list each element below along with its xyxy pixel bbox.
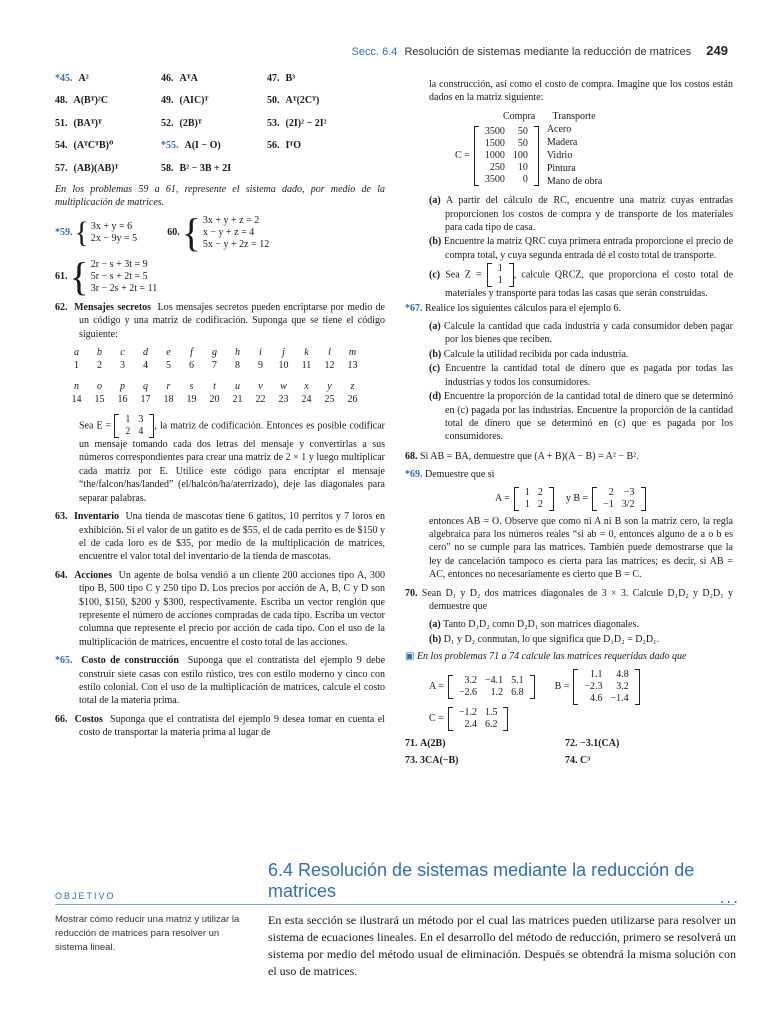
code-letter: g — [212, 347, 217, 359]
matrix-cell: −3 — [623, 486, 635, 498]
exercise-item: 50. Aᵀ(2Cᵀ) — [267, 95, 320, 107]
matrix-cell: 4.8 — [616, 668, 629, 680]
matrix-cell: 3.2 — [464, 674, 477, 686]
problem-65: *65. Costo de construcción Suponga que el contratista del ejemplo 9 debe construir siete casas con estilo rústico, tres con estilo moderno y cinco con estilo colonial. Con el uso de la multiplicación de matrices, calcule el costo total de la materia prima. — [55, 655, 386, 707]
code-letter: v — [258, 381, 263, 393]
exercise-item — [267, 162, 373, 175]
matrix-cell: −2.6 — [458, 686, 477, 698]
matrix-cell: 1000 — [484, 149, 505, 161]
code-number: 12 — [324, 360, 335, 372]
section-intro: En esta sección se ilustrará un método por el cual las matrices pueden utilizarse para resolver un sistema de ecuaciones lineales. En el desarrollo del método de reducción, primero se resolverá un sistema por medio del método usual de eliminación. Después se obtendrá la misma solución con el uso de matrices. — [268, 913, 736, 978]
left-column — [55, 72, 385, 745]
problem-69-matrices: A = 1 2 1 2 y B = 2 −3 −1 3/2 — [495, 487, 733, 511]
section-heading: 6.4 Resolución de sistemas mediante la reducción de matrices — [268, 860, 695, 901]
matrix-cell: 3 — [138, 414, 144, 426]
matrix-cell: 2.4 — [464, 718, 477, 730]
code-letter: n — [74, 381, 79, 393]
problem-66c: (c) Sea Z = 1 1 , calcule QRCZ, que proporciona el costo total de materiales y transporte para todas las casas que serán construidas. — [429, 263, 734, 300]
matrix-A69 — [514, 487, 554, 511]
problem-70-items — [429, 618, 733, 646]
code-letter: x — [304, 381, 309, 393]
matrix-cell: 4.6 — [590, 692, 603, 704]
matrix-cell: −1.4 — [610, 692, 629, 704]
code-number: 1 — [74, 360, 79, 372]
matrix-cell: 2 — [608, 486, 614, 498]
code-letter: s — [189, 381, 194, 393]
problem-64: 64. Acciones Un agente de bolsa vendió a un cliente 200 acciones tipo A, 300 tipo B, 500 tipo C y 250 tipo D. Los precios por acción de A, B, C y D son $100, $150, $200 y $300, respectivamente. Escriba un vector renglón que represente el número de acciones compradas de cada tipo. Escriba un vector columna que represente el precio por acción de cada tipo. Con el uso de la multiplicación de matrices, encuentre el costo total de las acciones. — [55, 569, 386, 648]
code-letter: h — [235, 347, 240, 359]
matrix-cell: 2 — [125, 426, 131, 438]
code-letter: q — [143, 381, 148, 393]
problem-66-cont: la construcción, así como el costo de compra. Imagine que los costos están dados en la matriz siguiente: — [429, 79, 733, 104]
matrix-cell: 3/2 — [621, 498, 635, 510]
code-letter: z — [350, 381, 355, 393]
exercise-item: 57. (AB)(AB)ᵀ — [55, 162, 119, 174]
problem-70: 70. Sean D₁ y D₂ dos matrices diagonales de 3 × 3. Calcule D₁D₂ y D₂D₁ y demuestre que — [405, 587, 733, 612]
problem-67: *67. Realice los siguientes cálculos para el ejemplo 6. — [405, 302, 622, 314]
matrix-cell: 1 — [497, 263, 503, 275]
matrix-C-block: Compra Transporte C = 3500 50 1500 50 1000 100 250 10 3500 0 Acero Madera Vidrio Pintura Mano de obra — [455, 110, 603, 188]
matrix-cell: −2.3 — [584, 680, 603, 692]
matrix-cell: 3500 — [484, 173, 505, 185]
code-number: 15 — [94, 394, 105, 406]
sub-item: (c) Encuentre la cantidad total de dinero que es pagada por todas las industrias y todos los consumidores. — [429, 363, 733, 388]
exercise-item: 49. (AIC)ᵀ — [161, 95, 209, 107]
matrix-cell: 50 — [517, 125, 528, 137]
matrix-row-label: Madera — [546, 137, 578, 149]
problem-62-cont: Sea E = 1 3 2 4 , la matriz de codificación. Entonces es posible codificar un mensaje tomando cada dos letras del mensaje y convertirlas a sus números correspondientes para crear una matriz de 2 × 1 y luego multiplicar cada matriz por E. Utilice este código para encriptar el mensaje “the/falcon/has/landed” (el/halcón/ha/aterrizado), deje las diagonales para separar palabras. — [79, 414, 386, 504]
code-number: 26 — [347, 394, 358, 406]
system-61-rows: 2r − s + 3t = 9 5r − s + 2t = 5 3r − 2s + 2t = 11 — [90, 258, 158, 294]
code-number: 4 — [143, 360, 148, 372]
matrix-cell: 1 — [497, 275, 503, 287]
code-number: 17 — [140, 394, 151, 406]
code-number: 16 — [117, 394, 128, 406]
problems-71-74: 71. A(2B) 72. −3.1(CA) 73. 3CA(−B) 74. C³ — [405, 737, 620, 766]
matrix-cell: 1.2 — [490, 686, 504, 698]
exercise-item: *45. A² — [55, 73, 89, 84]
code-letter: f — [190, 347, 193, 359]
exercise-item: 46. AᵀA — [161, 73, 198, 84]
sub-item: (b) Calcule la utilidad recibida por cada industria. — [429, 348, 629, 360]
systems-59-60 — [55, 209, 385, 255]
sub-item: (a) Tanto D₁D₂ como D₂D₁ son matrices diagonales. — [429, 619, 639, 631]
code-number: 24 — [301, 394, 312, 406]
problems-71-74-intro: ▣ En los problemas 71 a 74 calcule las matrices requeridas dado que — [405, 651, 687, 663]
matrix-cell: 2 — [537, 486, 543, 498]
problem-68: 68. Si AB = BA, demuestre que (A + B)(A − B) = A² − B². — [405, 450, 639, 462]
code-table-2 — [65, 380, 385, 406]
code-letter: m — [348, 347, 357, 359]
matrix-cell: 3.2 — [616, 680, 629, 692]
matrix-row-label: Vidrio — [546, 150, 573, 162]
sub-item: (a) Calcule la cantidad que cada industria y cada consumidor deben pagar por los bienes que reciben. — [429, 321, 733, 346]
system-59-rows: 3x + y = 6 2x − 9y = 5 — [90, 220, 138, 244]
matrix-cell: 10 — [517, 161, 528, 173]
problem-67-items — [429, 320, 733, 444]
code-letter: j — [282, 347, 285, 359]
matrix-cell: 1 — [125, 414, 131, 426]
code-letter: w — [280, 381, 287, 393]
system-60-rows: 3x + y + z = 2 x − y + z = 4 5x − y + 2z = 12 — [202, 214, 270, 250]
header-title: Resolución de sistemas mediante la reducción de matrices — [404, 46, 692, 58]
dots-ornament: • • • — [720, 898, 738, 907]
code-letter: u — [235, 381, 240, 393]
matrix-cell: 6.8 — [511, 686, 524, 698]
problem-66a: (a) A partir del cálculo de RC, encuentre una matriz cuyas entradas proporcionen los costos de compra y de transporte de los materiales para cada tipo de casa. — [429, 195, 733, 234]
code-number: 11 — [301, 360, 312, 372]
problem-69-cont: entonces AB = O. Observe que como ni A ni B son la matriz cero, la regla algebraica para los números reales “si ab = 0, entonces alguno de a o b es cero” no se cumple para las matrices. También puede demostrarse que la ley de cancelación tampoco es cierta para las matrices; es decir, si AB = AC, entonces no necesariamente es cierto que B = C. — [429, 515, 733, 581]
problem-62: 62. Mensajes secretos Los mensajes secretos pueden encriptarse por medio de un código y una matriz de codificación. Suponga que se tiene el código siguiente: — [55, 301, 385, 340]
system-61: 61. { 2r − s + 3t = 9 5r − s + 2t = 5 3r − 2s + 2t = 11 — [55, 253, 158, 299]
exercise-item: 47. B³ — [267, 73, 296, 84]
page-header — [352, 44, 728, 59]
matrix-row-label: Pintura — [546, 163, 576, 175]
code-number: 20 — [209, 394, 220, 406]
matrix-cell: 5.1 — [511, 674, 524, 686]
matrices-71-74: A = 3.2 −4.1 5.1 −2.6 1.2 6.8 B = 1.1 4.8 −2.3 3.2 4.6 −1.4 — [429, 669, 733, 705]
matrix-cell: 1.1 — [590, 668, 603, 680]
code-number: 18 — [163, 394, 174, 406]
matrix-row-label: Acero — [546, 124, 572, 136]
matrix-B — [573, 669, 639, 705]
right-column: la construcción, así como el costo de compra. Imagine que los costos están dados en la matriz siguiente: Compra Transporte C = 3500 50 1500 50 1000 100 250 10 3500 0 Acero Madera Vidrio Pintura Mano de obra (a) A partir del cálculo de RC, encuentre una matriz cuyas entradas proporcionen los costos de compra y de transporte de los materiales para cada tipo de casa. (b) Encuentre la matriz QRC cuya primera entrada proporcione el precio de compra total, y cuya segunda entrada dé el costo total de transporte. (c) Sea Z = 1 1 , calcule QRCZ, que proporciona el costo total de materiales y transporte para todas las casas que serán construidas. *67. Realice los siguientes cálculos para el ejemplo 6. (a) Calcule la cantidad que cada industria y cada consumidor deben pagar por los bienes que reciben. (b) Calcule la utilidad recibida por cada industria. (c) Encuentre la cantidad total de dinero que es pagada por todas las industrias y todos los consumidores. (d) Encuentre la proporción de la cantidad total de dinero que se determinó en (c) pagada por las industrias. Encuentre la proporción de la cantidad total de dinero que se determinó en (c) que es pagada por los consumidores. 68. Si AB = BA, demuestre que (A + B)(A − B) = A² − B². *69. Demuestre que si A = 1 2 1 2 y B = 2 −3 −1 3/2 entonces AB = O. Observe que como ni A ni B son la matriz cero, la regla algebraica para los números reales “si ab = 0, entonces alguno de a o b es cero” no se cumple para las matrices. También puede demostrarse que la ley de cancelación tampoco es cierta para las matrices; es decir, si AB = AC, entonces no necesariamente es cierto que B = C. 70. Sean D₁ y D₂ dos matrices diagonales de 3 × 3. Calcule D₁D₂ y D₂D₁ y demuestre que (a) Tanto D₁D₂ como D₂D₁ son matrices diagonales. (b) D₁ y D₂ conmutan, lo que significa que D₁D₂ = D₂D₁. ▣ En los problemas 71 a 74 calcule las matrices requeridas dado que A = 3.2 −4.1 5.1 −2.6 1.2 6.8 B = 1.1 4.8 −2.3 3.2 4.6 −1.4 C = −1.2 1.5 2.4 6.2 71. A(2B) 72. −3.1(CA) 73. 3CA(−B) 74. C³ — [405, 79, 734, 766]
code-number: 8 — [235, 360, 240, 372]
matrix-cell: −4.1 — [484, 674, 504, 686]
matrix-cell: 1 — [524, 486, 530, 498]
exercise-item: 48. A(Bᵀ)²C — [55, 95, 109, 107]
exercise-item: 56. IᵀO — [267, 140, 302, 152]
code-letter: l — [328, 347, 331, 359]
matrix-Z — [487, 263, 514, 287]
page-number: 249 — [706, 43, 728, 58]
code-letter: o — [97, 381, 102, 393]
objective-text: Mostrar cómo reducir una matriz y utilizar la reducción de matrices para resolver un sistema lineal. — [55, 914, 240, 953]
code-number: 19 — [186, 394, 197, 406]
matrix-cell: 1 — [524, 498, 530, 510]
exercise-grid — [55, 72, 385, 175]
code-number: 10 — [278, 360, 289, 372]
code-number: 5 — [166, 360, 171, 372]
objective-label: OBJETIVO — [55, 891, 116, 901]
code-letter: a — [74, 347, 79, 359]
matrix-cell: 100 — [512, 149, 528, 161]
exercise-item: 52. (2B)ᵀ — [161, 117, 202, 129]
code-number: 21 — [232, 394, 243, 406]
section-ref: Secc. 6.4 — [351, 46, 398, 58]
exercise-item: 58. B² − 3B + 2I — [161, 162, 232, 174]
matrix-row-label: Mano de obra — [546, 176, 603, 188]
matrix-C-rowlabels — [547, 123, 603, 188]
matrix-cell: 4 — [138, 426, 144, 438]
matrix-C2 — [448, 707, 509, 731]
matrix-cell: 1.5 — [484, 706, 498, 718]
matrix-cell: 0 — [522, 173, 528, 185]
calculator-icon: ▣ — [405, 651, 415, 663]
code-letter: d — [143, 347, 148, 359]
matrix-B69 — [592, 487, 645, 511]
code-letter: i — [259, 347, 262, 359]
matrix-cell: −1.2 — [458, 706, 477, 718]
code-letter: c — [120, 347, 125, 359]
problem-69: *69. Demuestre que si — [405, 469, 495, 481]
code-number: 2 — [97, 360, 102, 372]
sub-item: (d) Encuentre la proporción de la cantidad total de dinero que se determinó en (c) pagada por las industrias. Encuentre la proporción de la cantidad total de dinero que se determinó en (c) que es pagada por los consumidores. — [429, 391, 733, 443]
matrix-cell: −1 — [603, 498, 614, 510]
code-letter: t — [213, 381, 216, 393]
code-letter: k — [304, 347, 309, 359]
sub-item: (b) D₁ y D₂ conmutan, lo que significa que D₁D₂ = D₂D₁. — [429, 633, 660, 645]
code-number: 13 — [347, 360, 358, 372]
exercise-item: *55. A(I − O) — [161, 140, 221, 152]
system-60: 60. { 3x + y + z = 2 x − y + z = 4 5x − y + 2z = 12 — [167, 209, 270, 255]
code-letter: y — [327, 381, 332, 393]
problem-66: 66. Costos Suponga que el contratista del ejemplo 9 desea tomar en cuenta el costo de transportar la materia prima al lugar de — [55, 713, 386, 739]
objective-rule — [55, 904, 735, 905]
matrix-cell: 1500 — [484, 137, 505, 149]
code-number: 25 — [324, 394, 335, 406]
code-table-1 — [65, 346, 385, 372]
code-number: 23 — [278, 394, 289, 406]
matrix-cell: 6.2 — [484, 718, 498, 730]
exercise-item: 53. (2I)² − 2I² — [267, 117, 327, 129]
matrix-E — [114, 414, 154, 438]
exercise-item: 51. (BAᵀ)ᵀ — [55, 117, 102, 129]
exercise-item: 54. (AᵀCᵀB)⁰ — [55, 140, 114, 152]
code-number: 22 — [255, 394, 266, 406]
problems-59-61-intro: En los problemas 59 a 61, represente el sistema dado, por medio de la multiplicación de matrices. — [55, 184, 385, 209]
code-number: 14 — [71, 394, 82, 406]
problem-66b: (b) Encuentre la matriz QRC cuya primera entrada proporcione el precio de compra total, y cuya segunda entrada dé el costo total de transporte. — [429, 236, 734, 261]
matrix-A — [448, 675, 535, 699]
matrix-cell: 2 — [537, 498, 543, 510]
code-letter: p — [120, 381, 125, 393]
code-letter: r — [166, 381, 171, 393]
problem-63: 63. Inventario Una tienda de mascotas tiene 6 gatitos, 10 perritos y 7 loros en exhibición. Si el valor de un gatito es de $55, el de cada perrito es de $150 y el de cada loro es de $35, por medio de la multiplicación de matrices, encuentre el valor total del inventario de la tienda de mascotas. — [55, 511, 385, 563]
matrix-cell: 50 — [517, 137, 528, 149]
system-59: *59. { 3x + y = 6 2x − 9y = 5 — [55, 215, 138, 249]
matrix-cell: 250 — [489, 161, 505, 173]
matrix-C — [474, 126, 539, 186]
matrix-cell: 3500 — [484, 125, 505, 137]
code-number: 7 — [212, 360, 217, 372]
code-number: 3 — [120, 360, 125, 372]
code-number: 9 — [258, 360, 263, 372]
code-number: 6 — [189, 360, 194, 372]
code-letter: b — [97, 347, 102, 359]
code-letter: e — [166, 347, 171, 359]
